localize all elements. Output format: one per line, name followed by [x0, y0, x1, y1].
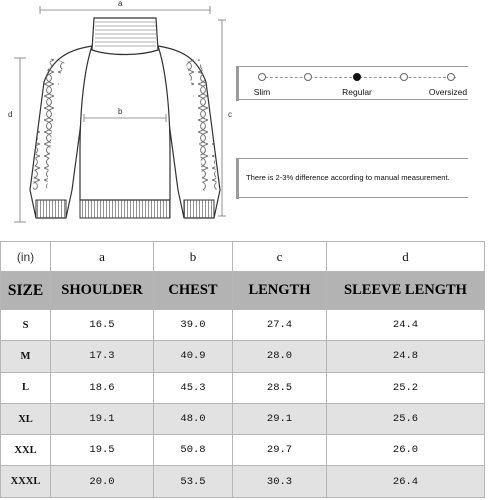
header-chest: CHEST — [154, 272, 233, 310]
fit-label-regular: Regular — [342, 87, 372, 97]
size-cell: S — [1, 310, 51, 341]
sleeve-length-cell: 25.2 — [327, 372, 485, 403]
measurement-letter-row — [1, 242, 485, 272]
size-cell: XXXL — [1, 466, 51, 497]
length-cell: 28.0 — [233, 341, 327, 372]
sleeve-length-cell: 26.4 — [327, 466, 485, 497]
header-shoulder: SHOULDER — [51, 272, 154, 310]
length-cell: 30.3 — [233, 466, 327, 497]
chest-cell: 40.9 — [154, 341, 233, 372]
table-row — [1, 403, 485, 434]
shoulder-cell: 19.5 — [51, 435, 154, 466]
sleeve-length-cell: 24.4 — [327, 310, 485, 341]
chest-cell: 45.3 — [154, 372, 233, 403]
shoulder-cell: 17.3 — [51, 341, 154, 372]
header-length: LENGTH — [233, 272, 327, 310]
fit-dot-slim-regular — [304, 73, 312, 81]
header-sleeve-length: SLEEVE LENGTH — [327, 272, 485, 310]
sweater-diagram — [0, 0, 488, 238]
table-row — [1, 435, 485, 466]
table-row — [1, 310, 485, 341]
table-row — [1, 372, 485, 403]
length-cell: 27.4 — [233, 310, 327, 341]
shoulder-cell: 20.0 — [51, 466, 154, 497]
label-b: b — [118, 107, 123, 116]
measurement-note — [236, 158, 468, 198]
chest-cell: 48.0 — [154, 403, 233, 434]
chest-cell: 39.0 — [154, 310, 233, 341]
table-row — [1, 466, 485, 497]
letter-c: c — [233, 242, 327, 272]
letter-a: a — [51, 242, 154, 272]
label-c: c — [228, 110, 232, 119]
table-header-row — [1, 272, 485, 310]
size-chart-table — [0, 241, 485, 498]
header-size: SIZE — [1, 272, 51, 310]
sleeve-length-cell: 26.0 — [327, 435, 485, 466]
sleeve-length-cell: 25.6 — [327, 403, 485, 434]
measurement-note-text: There is 2-3% difference according to manual measurement. — [246, 173, 450, 182]
length-cell: 28.5 — [233, 372, 327, 403]
label-d: d — [8, 110, 13, 119]
fit-dot-regular-selected — [353, 73, 361, 81]
size-cell: M — [1, 341, 51, 372]
shoulder-cell: 16.5 — [51, 310, 154, 341]
chest-cell: 53.5 — [154, 466, 233, 497]
fit-dot-oversized — [447, 73, 455, 81]
fit-dot-slim — [258, 73, 266, 81]
table-row — [1, 341, 485, 372]
length-cell: 29.1 — [233, 403, 327, 434]
fit-label-slim: Slim — [253, 87, 271, 97]
fit-scale — [236, 66, 468, 100]
chest-cell: 50.8 — [154, 435, 233, 466]
letter-d: d — [327, 242, 485, 272]
letter-b: b — [154, 242, 233, 272]
size-cell: XXL — [1, 435, 51, 466]
shoulder-cell: 19.1 — [51, 403, 154, 434]
size-cell: XL — [1, 403, 51, 434]
length-cell: 29.7 — [233, 435, 327, 466]
sleeve-length-cell: 24.8 — [327, 341, 485, 372]
size-cell: L — [1, 372, 51, 403]
fit-dot-regular-oversized — [400, 73, 408, 81]
unit-cell: (in) — [1, 242, 51, 272]
shoulder-cell: 18.6 — [51, 372, 154, 403]
fit-label-oversized: Oversized — [428, 87, 468, 97]
label-a: a — [118, 0, 123, 8]
